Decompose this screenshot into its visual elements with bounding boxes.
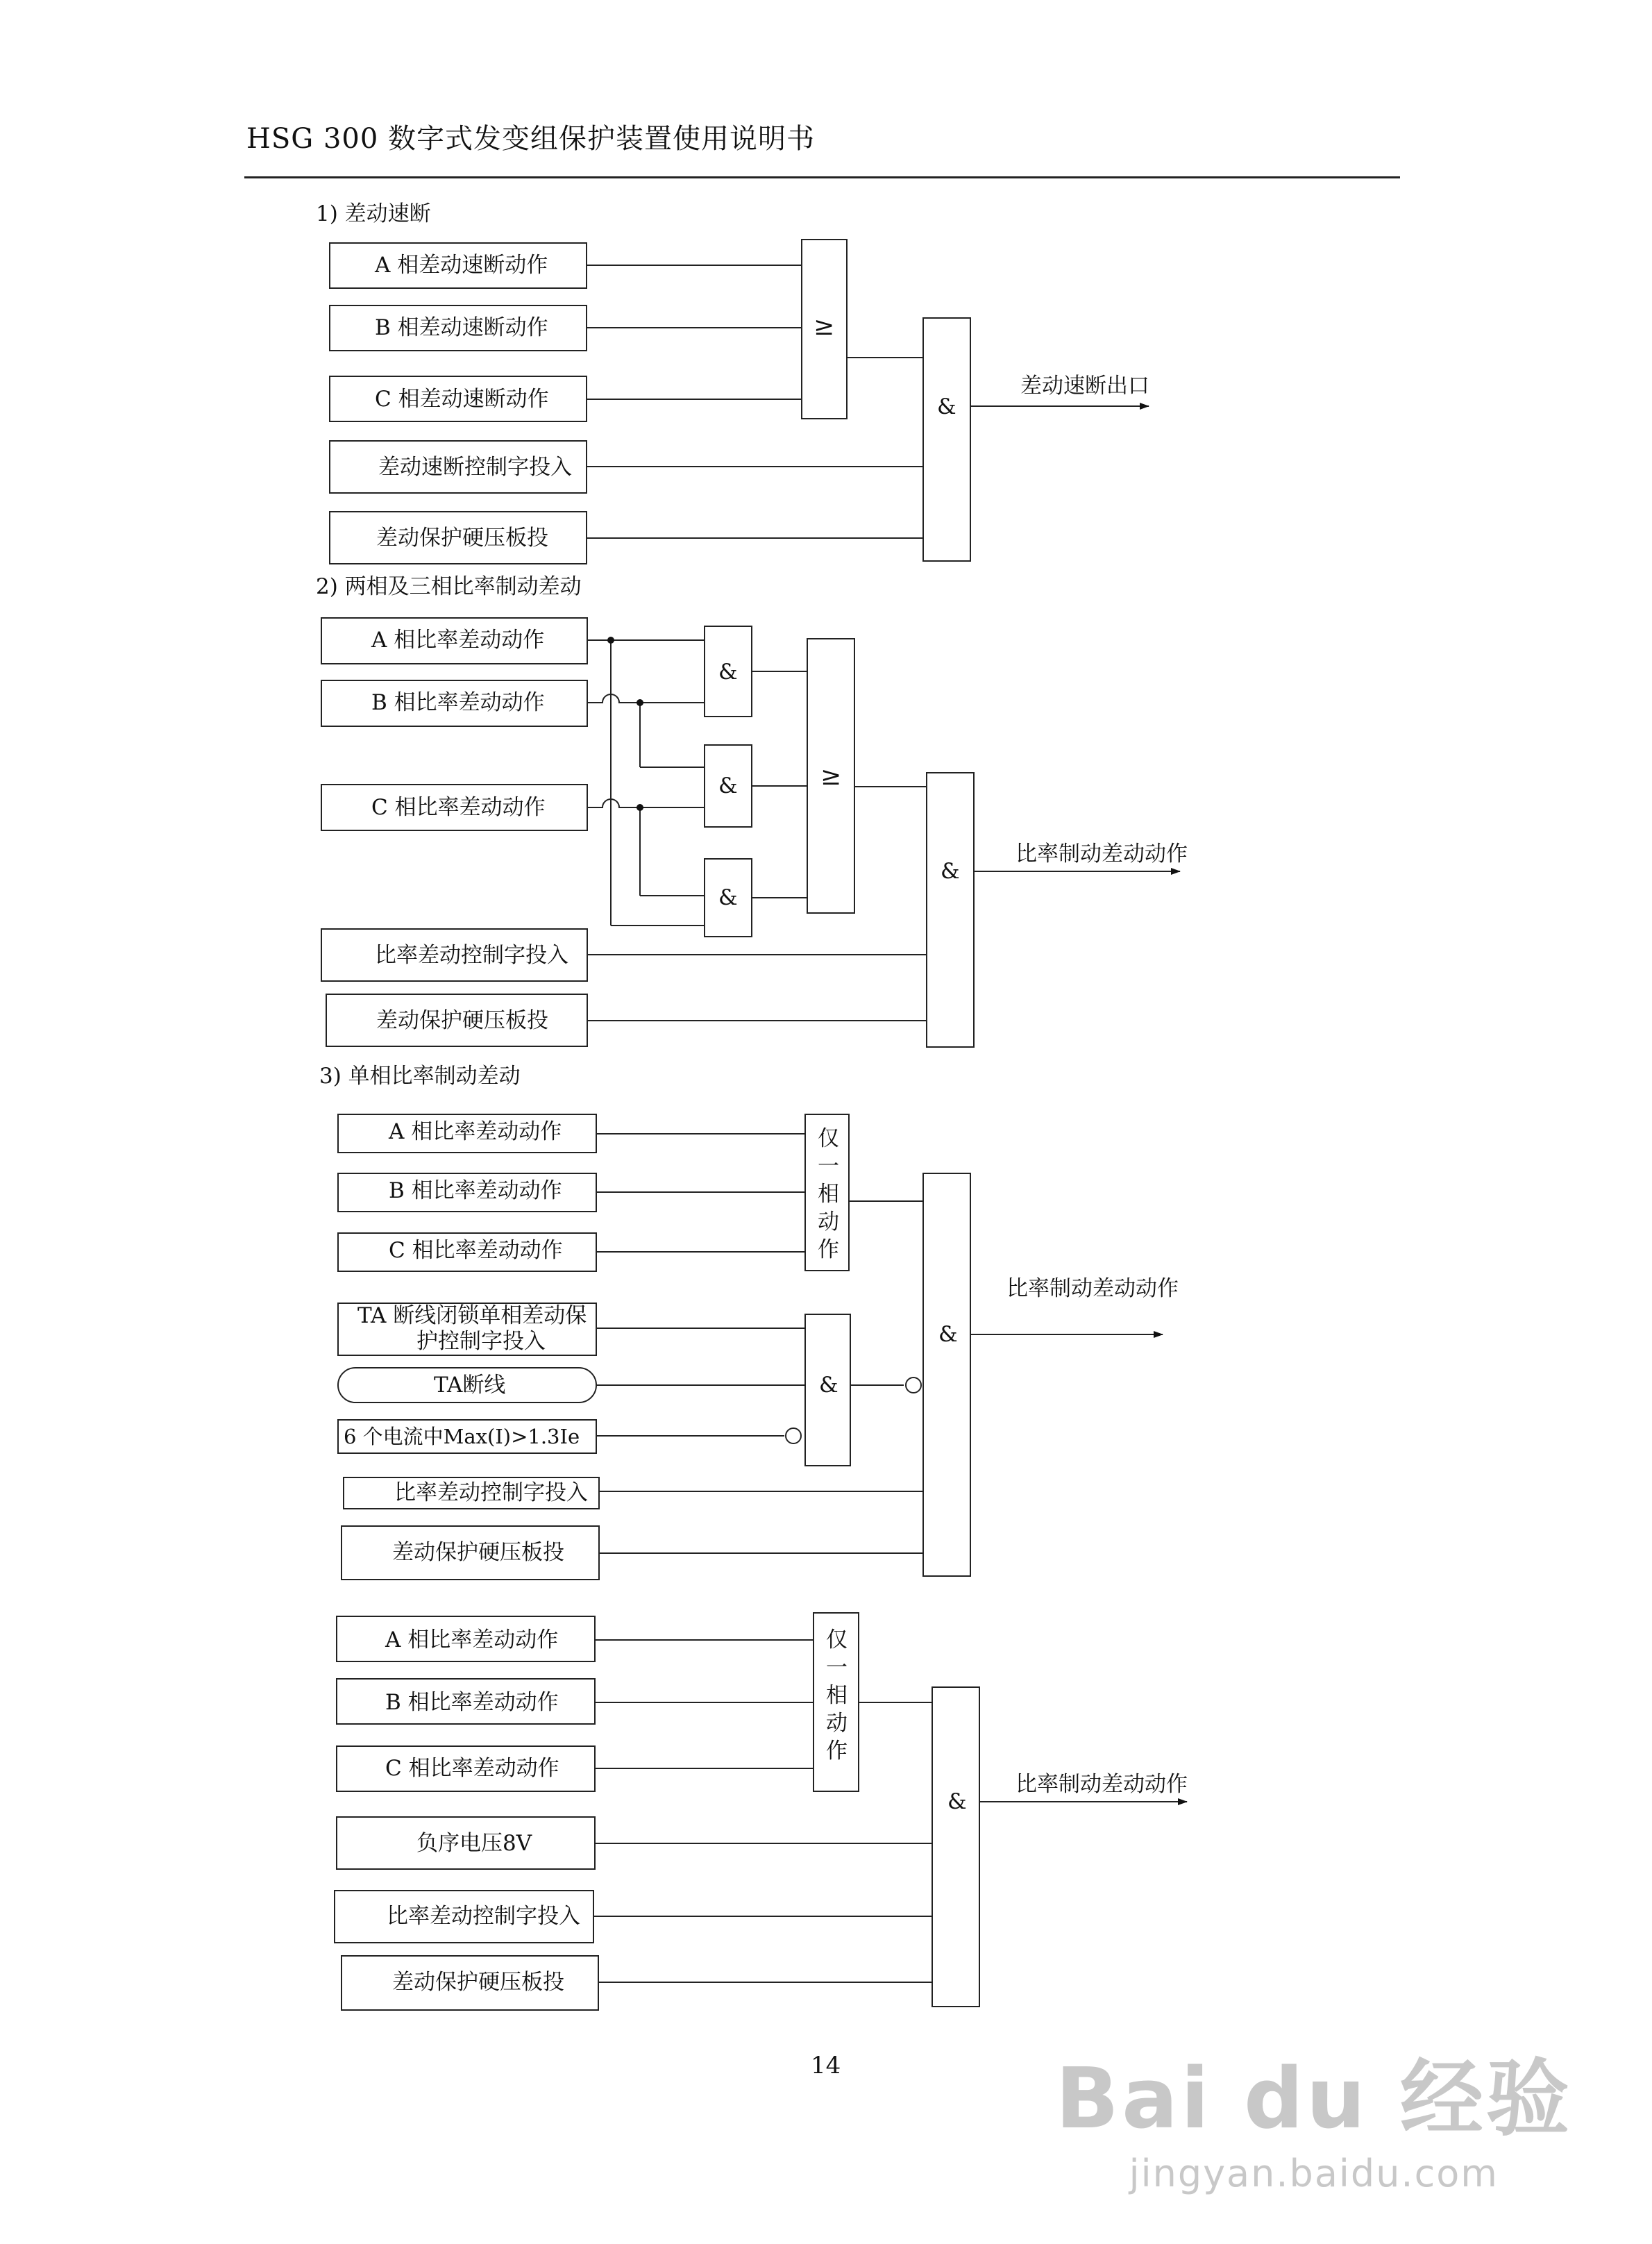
s3-input-b-label: B 相比率差动动作: [389, 1178, 562, 1203]
s1-input-ctrl-label: 差动速断控制字投入: [378, 455, 572, 480]
s3-and-gate-main: [923, 1173, 970, 1576]
s3-input-c-label: C 相比率差动动作: [389, 1238, 563, 1263]
watermark: [1056, 2032, 1572, 2195]
s2-or-symbol: ≥: [820, 762, 842, 791]
watermark-url: jingyan.baidu.com: [1129, 2152, 1499, 2195]
s1-input-plate-label: 差动保护硬压板投: [376, 526, 548, 551]
page-number: 14: [811, 2052, 841, 2079]
s3-gate-char-5: 作: [818, 1237, 839, 1262]
section2-diagram: [321, 618, 1180, 1047]
s4-gate-char-3: 相: [826, 1683, 848, 1708]
s2-and-gate-main: [927, 773, 974, 1047]
s4-input-c-label: C 相比率差动动作: [385, 1756, 559, 1781]
s3-title: 3) 单相比率制动差动: [319, 1064, 521, 1089]
s4-and-symbol: &: [947, 1789, 967, 1814]
s3-ta-input-line1: TA 断线闭锁单相差动保: [357, 1303, 587, 1328]
s4-gate-char-1: 仅: [826, 1627, 848, 1652]
s3-gate-char-3: 相: [818, 1182, 839, 1207]
s3-gate-char-1: 仅: [818, 1126, 839, 1151]
s2-and-gate-2-symbol: &: [718, 773, 738, 798]
s4-neg-voltage-label: 负序电压8V: [416, 1831, 532, 1856]
s1-or-symbol: ≥: [814, 312, 835, 341]
s2-and-main-symbol: &: [941, 859, 960, 884]
s3-max-current-label: 6 个电流中Max(I)>1.3Ie: [344, 1425, 580, 1448]
s3-gate-char-4: 动: [818, 1209, 839, 1234]
s2-and-gate-3-symbol: &: [718, 885, 738, 910]
s3-input-a-label: A 相比率差动动作: [389, 1119, 562, 1144]
s2-junction-dots: [607, 637, 643, 811]
s2-input-b-label: B 相比率差动动作: [371, 690, 545, 715]
s3-gate-char-2: 一: [818, 1154, 839, 1179]
s1-and-gate: [923, 318, 970, 561]
s3-ta-input-line2: 护控制字投入: [416, 1329, 546, 1354]
s3-ta-break-label: TA断线: [434, 1373, 506, 1398]
s2-input-c-label: C 相比率差动动作: [371, 795, 546, 820]
s2-input-plate-label: 差动保护硬压板投: [376, 1008, 548, 1033]
s3-input-plate-label: 差动保护硬压板投: [392, 1540, 564, 1565]
s2-output-label: 比率制动差动动作: [1015, 841, 1188, 866]
s1-output-label: 差动速断出口: [1020, 374, 1149, 399]
s4-input-a-label: A 相比率差动动作: [385, 1627, 559, 1652]
s1-and-symbol: &: [937, 394, 956, 419]
s3-invert-bubble-ta: [906, 1378, 921, 1393]
s4-gate-char-4: 动: [826, 1711, 848, 1736]
s3-invert-bubble-max: [786, 1428, 801, 1443]
s4-input-plate-label: 差动保护硬压板投: [392, 1970, 564, 1995]
s3-and-main-symbol: &: [938, 1322, 958, 1347]
s3-output-label: 比率制动差动动作: [1006, 1276, 1179, 1301]
page-header-title: HSG 300 数字式发变组保护装置使用说明书: [246, 123, 816, 155]
section4-diagram: [335, 1613, 1187, 2010]
s4-input-b-label: B 相比率差动动作: [385, 1690, 559, 1715]
s4-and-gate: [932, 1687, 979, 2007]
s4-output-label: 比率制动差动动作: [1015, 1772, 1188, 1797]
watermark-brand: Bai du 经验: [1055, 2051, 1572, 2147]
s4-gate-char-5: 作: [826, 1739, 848, 1764]
s4-input-ctrl-label: 比率差动控制字投入: [387, 1904, 580, 1929]
s2-and-gate-1-symbol: &: [718, 660, 738, 685]
s1-input-c-label: C 相差动速断动作: [375, 387, 549, 412]
s2-title: 2) 两相及三相比率制动差动: [316, 574, 582, 599]
s3-input-ctrl-label: 比率差动控制字投入: [394, 1480, 588, 1505]
s2-input-a-label: A 相比率差动动作: [371, 628, 545, 653]
s1-input-a-label: A 相差动速断动作: [375, 253, 548, 278]
s2-input-ctrl-label: 比率差动控制字投入: [375, 943, 568, 968]
s1-title: 1) 差动速断: [316, 201, 431, 226]
s4-gate-char-2: 一: [826, 1655, 848, 1680]
s1-input-b-label: B 相差动速断动作: [375, 315, 548, 340]
s3-and-ta-symbol: &: [819, 1373, 838, 1398]
